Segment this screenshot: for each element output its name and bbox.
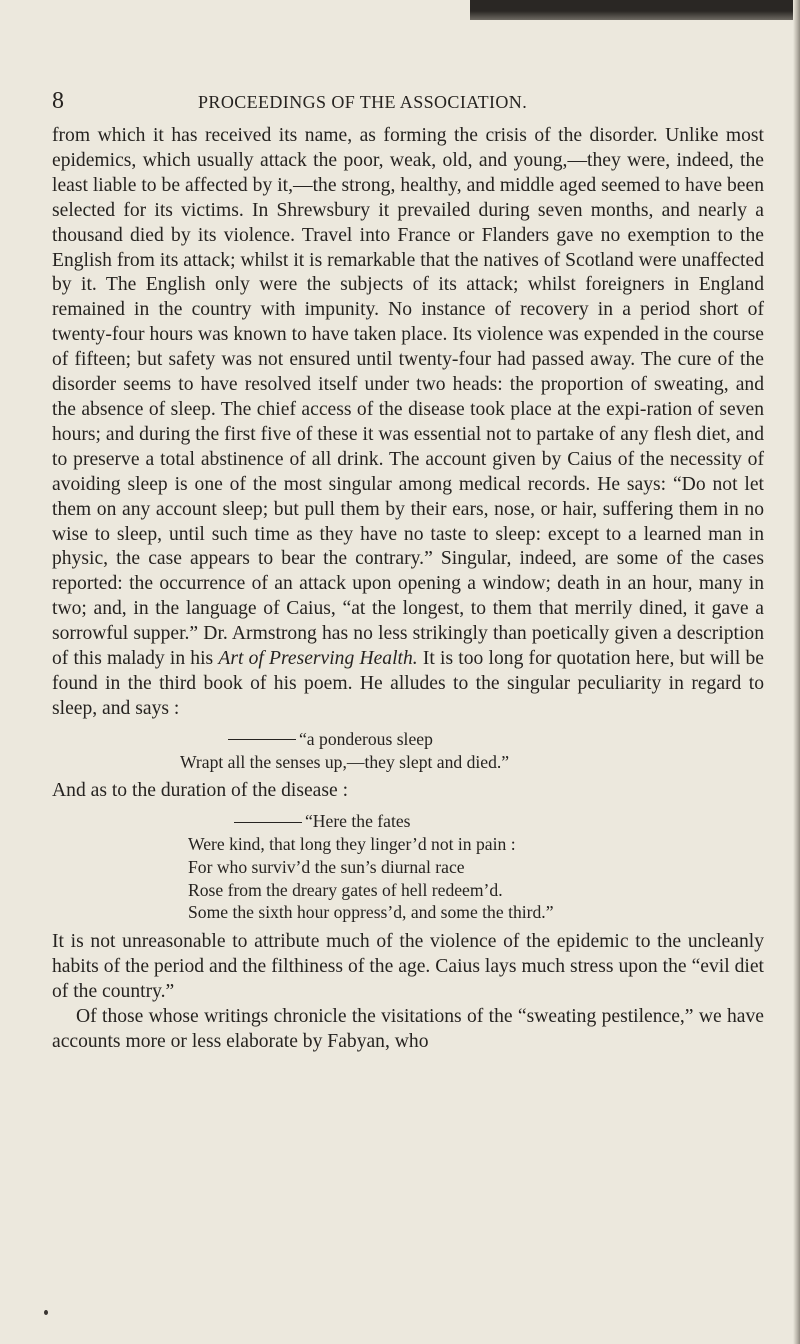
book-title: Art of Preserving Health. (218, 648, 418, 670)
verse-2-line-4: Rose from the dreary gates of hell redeem’d. (188, 879, 503, 900)
page-right-edge (793, 0, 800, 1344)
verse-1-line-2: Wrapt all the senses up,—they slept and died.” (180, 751, 510, 772)
verse-quote-2 (188, 810, 764, 924)
paragraph-1-end: It is too long for quotation here, but will be found in the third book of his poem. He alludes to the singular peculiarity in regard to sleep, and says : (52, 648, 764, 719)
ink-speck (44, 1310, 48, 1315)
verse-1-line-1 (228, 728, 764, 751)
verse-2-line-5: Some the sixth hour oppress’d, and some the third.” (188, 902, 554, 923)
em-dash-rule (234, 822, 302, 823)
verse-2-line-2: Were kind, that long they linger’d not in pain : (188, 834, 516, 855)
paragraph-2: And as to the duration of the disease : (52, 780, 349, 802)
verse-2-line-3: For who surviv’d the sun’s diurnal race (188, 856, 465, 877)
paragraph-4: Of those whose writings chronicle the visitations of the “sweating pestilence,” we have accounts more or less elaborate by Fabyan, who (52, 1005, 764, 1052)
page (52, 88, 764, 1055)
paragraph-1-text: from which it has received its name, as forming the crisis of the disorder. Unlike most epidemics, which usually attack the poor, weak, old, and young,—they were, indeed, the least liable to be affected by it,—the strong, healthy, and middle aged seemed to have been selected for its victims. In Shrewsbury it prevailed during seven months, and nearly a thousand died by its violence. Travel into France or Flanders gave no exemption to the English from its attack; whilst it is remarkable that the natives of Scotland were unaffected by it. The English only were the subjects of its attack; whilst foreigners in England remained in the country with impunity. No instance of recovery in a period short of twenty-four hours was known to have taken place. Its violence was expended in the course of fifteen; but safety was not ensured until twenty-four had passed away. The cure of the disorder seems to have resolved itself under two heads: the proportion of sweating, and the absence of sleep. The chief access of the disease took place at the expi-ration of seven hours; and during the first five of these it was essential not to partake of any flesh diet, and to preserve a total abstinence of all drink. The account given by Caius of the necessity of avoiding sleep is one of the most singular among medical records. He says: “Do not let them on any account sleep; but pull them by their ears, nose, or hair, suffering them in no wise to sleep, until such time as they have no taste to sleep: except to a learned man in physic, the case appears to bear the contrary.” Singular, indeed, are some of the cases reported: the occurrence of an attack upon opening a window; death in an hour, many in two; and, in the language of Caius, “at the longest, to them that merrily dined, it gave a sorrowful supper.” Dr. Armstrong has no less strikingly than poetically given a description of this malady in his (52, 125, 764, 670)
verse-1-line-1-text: “a ponderous sleep (299, 728, 433, 749)
em-dash-rule (228, 739, 296, 740)
page-top-edge (470, 0, 800, 20)
verse-quote-1 (180, 728, 764, 774)
page-number: 8 (52, 88, 64, 114)
paragraph-1 (52, 124, 764, 722)
running-head: PROCEEDINGS OF THE ASSOCIATION. (198, 92, 528, 112)
page-header (52, 88, 764, 114)
paragraph-3: It is not unreasonable to attribute much of the violence of the epidemic to the uncleanly habits of the period and the filthiness of the age. Caius lays much stress upon the “evil diet of the country.” (52, 931, 764, 1003)
verse-2-line-1-text: “Here the fates (305, 811, 411, 832)
verse-2-line-1 (234, 810, 764, 833)
